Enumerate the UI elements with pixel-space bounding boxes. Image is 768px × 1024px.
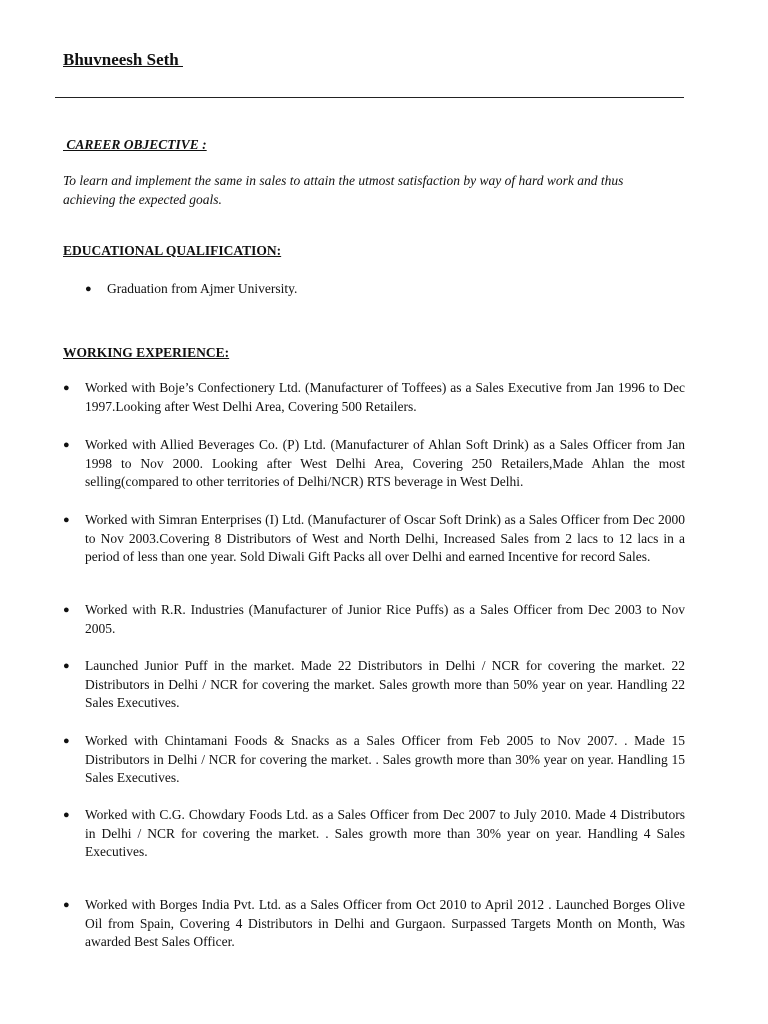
education-heading: EDUCATIONAL QUALIFICATION:: [63, 243, 282, 258]
bullet-icon: ●: [63, 899, 70, 911]
bullet-icon: ●: [63, 809, 70, 821]
experience-item-text: Worked with Allied Beverages Co. (P) Ltd. (Manufacturer of Ahlan Soft Drink) as a Sales Officer from Jan 1998 to Nov 2000. Looking after West Delhi Area, Covering 250 Retailers,Made Ahlan the most selling(compared to other territories of Delhi/NCR) RTS beverage in West Delhi.: [85, 437, 685, 489]
experience-item-text: Worked with Boje’s Confectionery Ltd. (Manufacturer of Toffees) as a Sales Executive from Jan 1996 to Dec 1997.Looking after West Delhi Area, Covering 500 Retailers.: [85, 380, 685, 414]
experience-item-text: Worked with R.R. Industries (Manufacturer of Junior Rice Puffs) as a Sales Officer from Dec 2003 to Nov 2005.: [85, 602, 685, 636]
bullet-icon: ●: [63, 660, 70, 672]
bullet-icon: ●: [63, 735, 70, 747]
experience-item-text: Worked with Chintamani Foods & Snacks as a Sales Officer from Feb 2005 to Nov 2007. . Made 15 Distributors in Delhi / NCR for covering the market. . Sales growth more than 30% year on year. Handling 15 Sales Executives.: [85, 733, 685, 785]
bullet-icon: ●: [63, 604, 70, 616]
working-experience-heading: WORKING EXPERIENCE:: [63, 345, 230, 360]
experience-item-text: Worked with Borges India Pvt. Ltd. as a Sales Officer from Oct 2010 to April 2012 . Launched Borges Olive Oil from Spain, Covering 4 Distributors in Delhi and Gurgaon. Surpassed Targets Month on Month, Was awarded Best Sales Officer.: [85, 897, 685, 949]
career-objective-text: To learn and implement the same in sales to attain the utmost satisfaction by way of hard work and thus achieving the expected goals.: [63, 173, 624, 207]
header-divider: [55, 97, 684, 98]
experience-item-text: Launched Junior Puff in the market. Made 22 Distributors in Delhi / NCR for covering the market. 22 Distributors in Delhi / NCR for covering the market. Sales growth more than 50% year on year. Handling 22 Sales Executives.: [85, 658, 685, 710]
bullet-icon: ●: [63, 514, 70, 526]
bullet-icon: ●: [85, 283, 92, 295]
education-item-text: Graduation from Ajmer University.: [107, 281, 298, 296]
candidate-name: Bhuvneesh Seth: [63, 50, 183, 69]
bullet-icon: ●: [63, 382, 70, 394]
experience-item-text: Worked with C.G. Chowdary Foods Ltd. as a Sales Officer from Dec 2007 to July 2010. Made 4 Distributors in Delhi / NCR for covering the market. . Sales growth more than 30% year on year. Handling 4 Sales Executives.: [85, 807, 685, 859]
experience-item-text: Worked with Simran Enterprises (I) Ltd. (Manufacturer of Oscar Soft Drink) as a Sales Officer from Dec 2000 to Nov 2003.Covering 8 Distributors of West and North Delhi, Increased Sales from 2 lacs to 12 lacs in a period of less than one year. Sold Diwali Gift Packs all over Delhi and earned Incentive for record Sales.: [85, 512, 685, 564]
bullet-icon: ●: [63, 439, 70, 451]
career-objective-heading: CAREER OBJECTIVE :: [63, 137, 207, 152]
